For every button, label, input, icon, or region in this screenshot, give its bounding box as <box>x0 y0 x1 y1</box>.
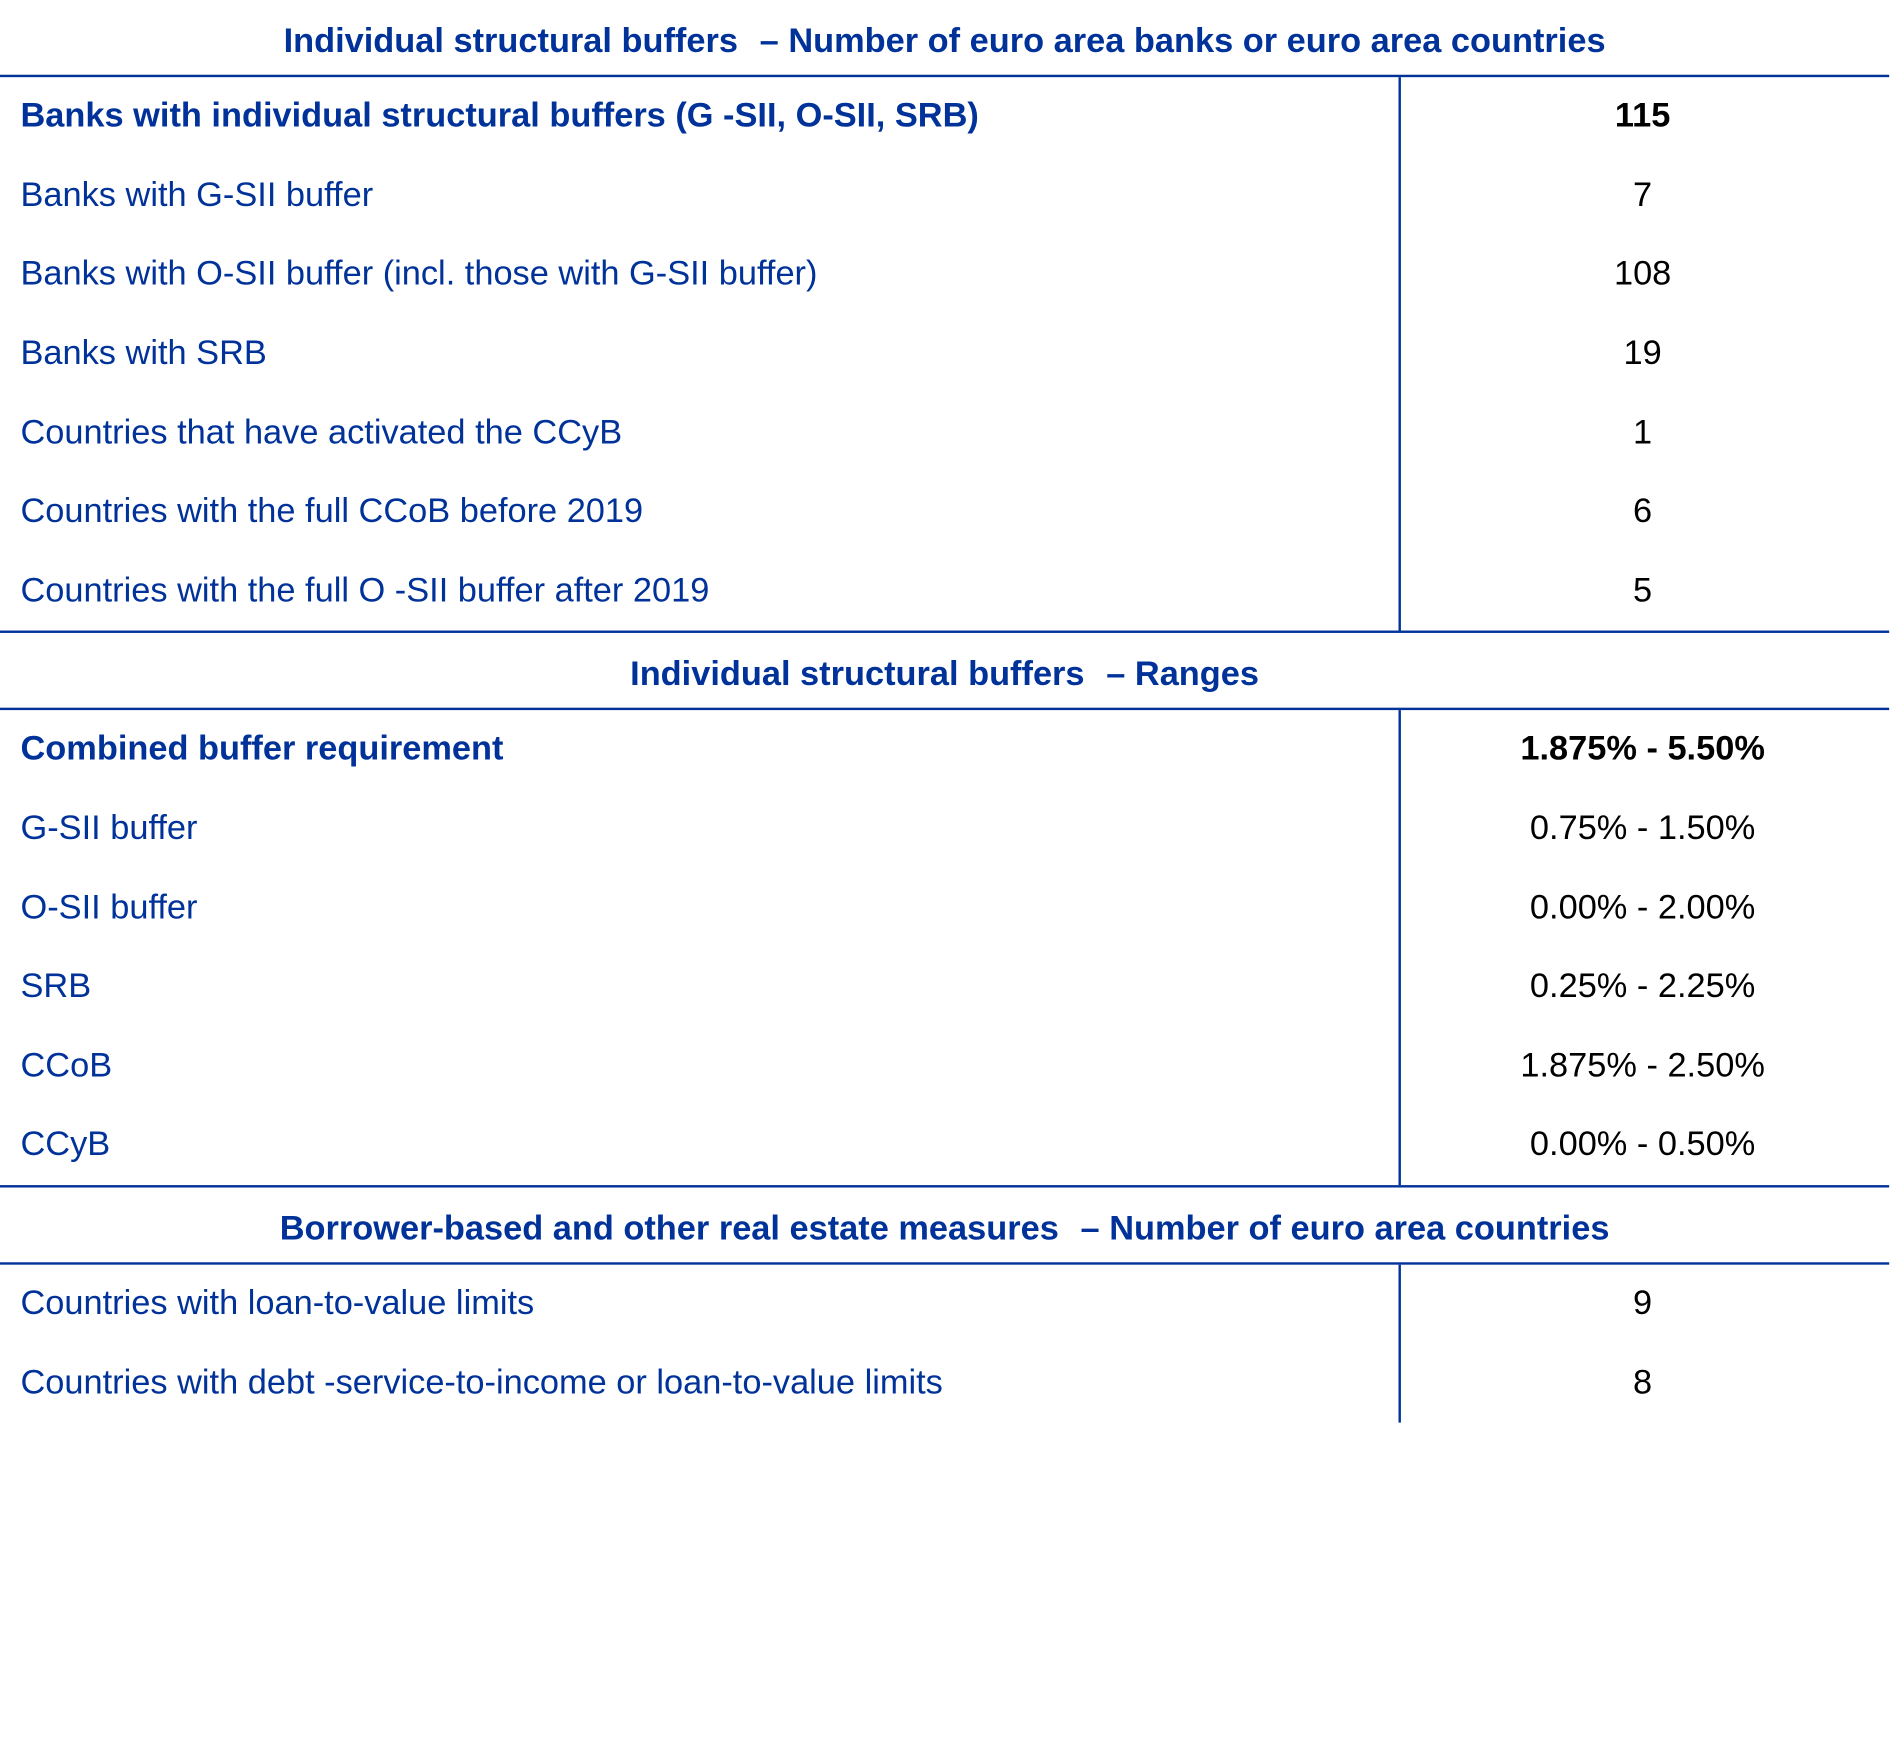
row-value: 9 <box>1633 1283 1653 1323</box>
row-value: 5 <box>1633 571 1653 610</box>
section-structural-buffers-ranges <box>0 633 1889 1187</box>
section-title-suffix: – Ranges <box>1106 654 1260 694</box>
row-value: 1.875% - 2.50% <box>1520 1046 1765 1085</box>
row-label: O-SII buffer <box>20 888 198 927</box>
section-structural-buffers-counts <box>0 0 1889 633</box>
table-row <box>0 235 1889 314</box>
section-rows <box>0 1264 1889 1422</box>
row-value: 115 <box>1614 96 1671 136</box>
table-row <box>0 948 1889 1027</box>
row-value: 1 <box>1633 413 1653 452</box>
row-value: 0.00% - 2.00% <box>1529 888 1756 927</box>
row-label: CCoB <box>20 1046 113 1085</box>
row-label: SRB <box>20 967 92 1006</box>
section-rows <box>0 77 1889 633</box>
row-value: 0.75% - 1.50% <box>1529 809 1756 848</box>
row-value: 1.875% - 5.50% <box>1520 729 1765 769</box>
row-label: Banks with SRB <box>20 334 267 373</box>
section-title <box>0 0 1889 77</box>
table-row <box>0 868 1889 947</box>
table-row <box>0 789 1889 868</box>
table-row <box>0 1343 1889 1422</box>
section-title-suffix: – Number of euro area banks or euro area countries <box>759 21 1606 61</box>
section-title <box>0 633 1889 710</box>
section-title-main: Borrower-based and other real estate measures <box>279 1208 1059 1248</box>
row-value: 8 <box>1633 1363 1653 1402</box>
table-row <box>0 77 1889 156</box>
row-value: 19 <box>1623 334 1662 373</box>
table-row <box>0 156 1889 235</box>
row-label: Countries with the full CCoB before 2019 <box>20 492 644 531</box>
row-value: 108 <box>1613 254 1672 294</box>
row-value: 0.00% - 0.50% <box>1529 1125 1756 1164</box>
section-rows <box>0 710 1889 1187</box>
row-value: 6 <box>1633 492 1653 531</box>
row-value: 0.25% - 2.25% <box>1529 967 1756 1006</box>
table-row <box>0 1027 1889 1106</box>
row-label: CCyB <box>20 1125 111 1164</box>
table-row <box>0 552 1889 631</box>
row-label: Banks with individual structural buffers (G -SII, O-SII, SRB) <box>20 96 979 136</box>
section-title <box>0 1187 1889 1264</box>
row-label: Countries with loan-to-value limits <box>20 1283 535 1323</box>
row-label: Banks with O-SII buffer (incl. those with G-SII buffer) <box>20 254 818 294</box>
section-title-suffix: – Number of euro area countries <box>1080 1208 1610 1248</box>
row-label: Combined buffer requirement <box>20 729 504 769</box>
table-row <box>0 1106 1889 1185</box>
row-label: Countries with debt -service-to-income or loan-to-value limits <box>20 1363 943 1402</box>
row-label: G-SII buffer <box>20 809 198 848</box>
table-row <box>0 473 1889 552</box>
table-row <box>0 710 1889 789</box>
row-label: Countries with the full O -SII buffer after 2019 <box>20 571 710 610</box>
row-label: Banks with G-SII buffer <box>20 175 374 215</box>
row-value: 7 <box>1633 175 1653 215</box>
section-title-main: Individual structural buffers <box>630 654 1085 694</box>
row-label: Countries that have activated the CCyB <box>20 413 623 452</box>
section-title-main: Individual structural buffers <box>283 21 738 61</box>
table-row <box>0 314 1889 393</box>
table-row <box>0 393 1889 472</box>
section-real-estate-measures <box>0 1187 1889 1422</box>
table-row <box>0 1264 1889 1343</box>
